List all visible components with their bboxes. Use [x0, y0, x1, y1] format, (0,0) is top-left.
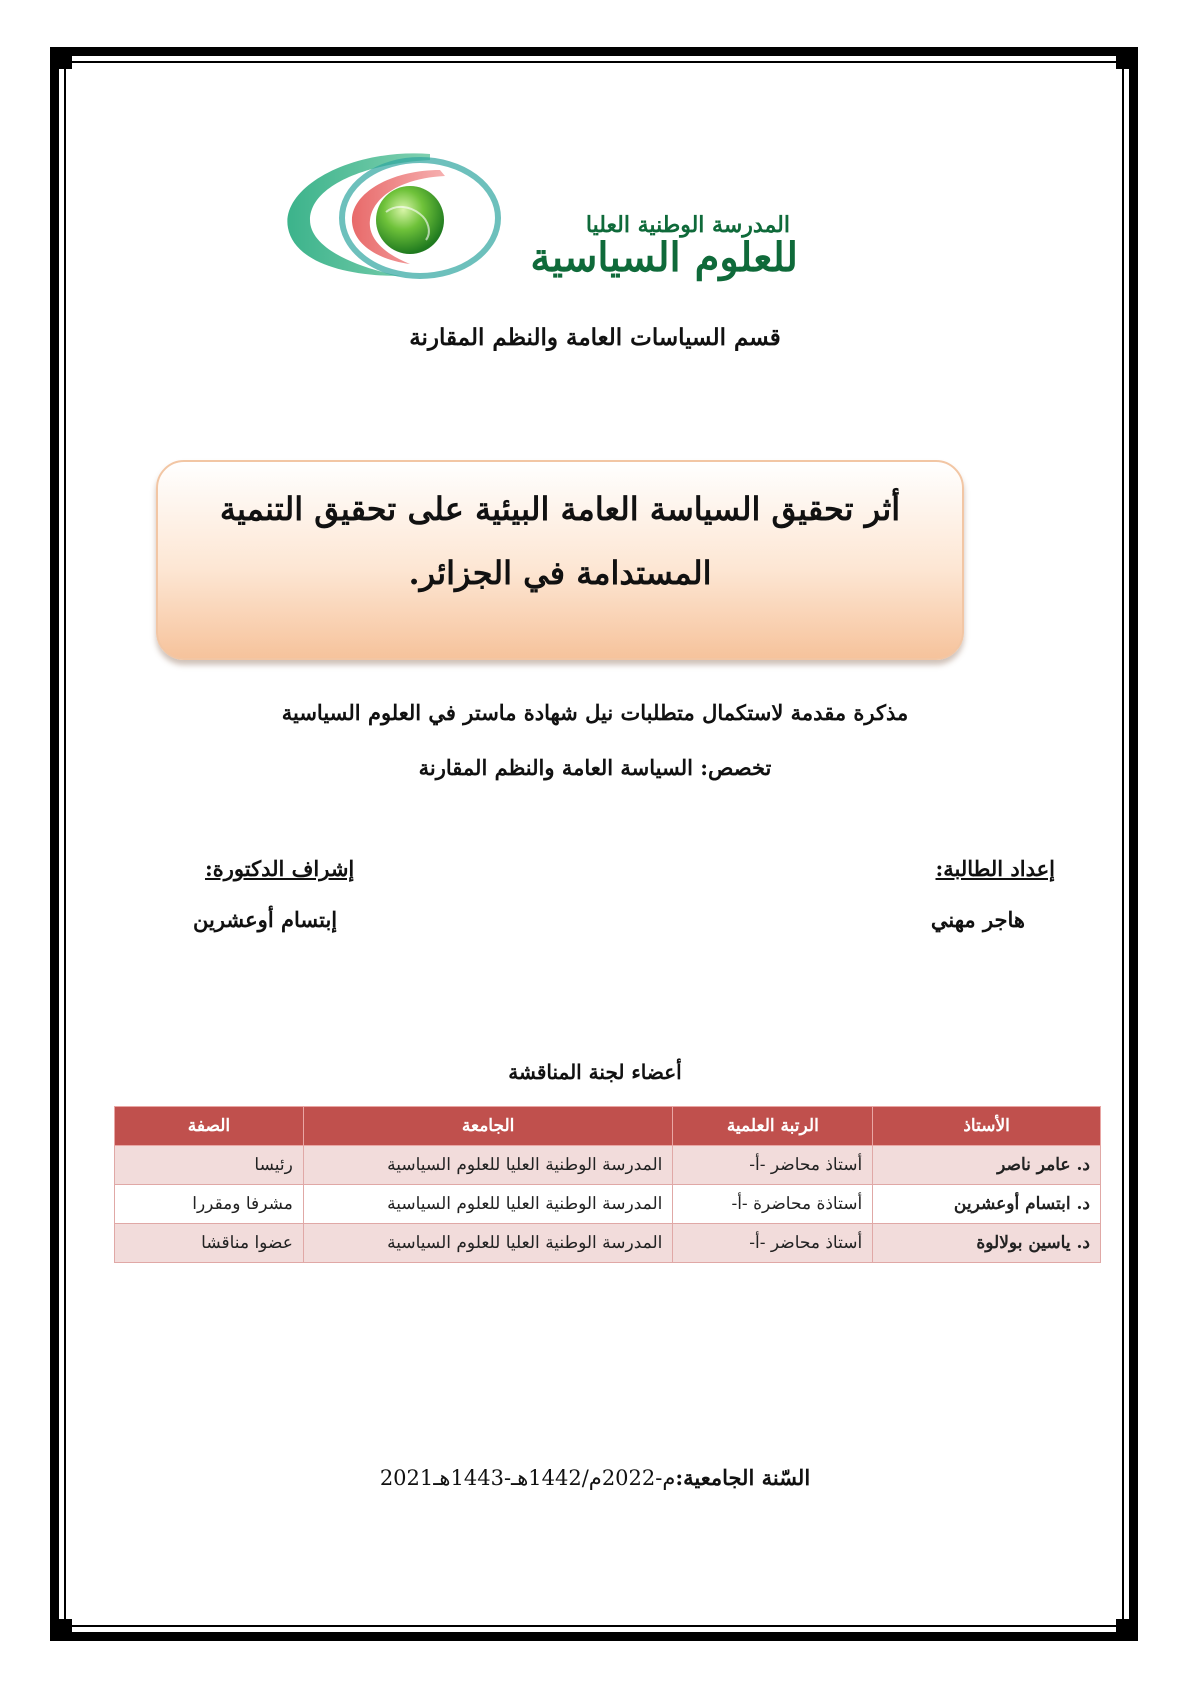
academic-year-value: 2021م-2022م/1442هـ-1443هـ [379, 1466, 676, 1490]
professor-rank: أستاذة محاضرة -أ- [673, 1185, 873, 1224]
thesis-title-box [156, 460, 964, 660]
border-corner [50, 1619, 72, 1641]
academic-year-label: السّنة الجامعية: [675, 1465, 811, 1490]
professor-name: د. عامر ناصر [873, 1146, 1101, 1185]
student-name: هاجر مهني [930, 907, 1025, 932]
header-university: الجامعة [303, 1107, 673, 1146]
professor-role: رئيسا [115, 1146, 304, 1185]
professor-rank: أستاذ محاضر -أ- [673, 1224, 873, 1263]
table-row [115, 1146, 1101, 1185]
logo-text-line1: المدرسة الوطنية العليا [585, 212, 790, 238]
academic-year [0, 1465, 1190, 1490]
logo-text-line2: للعلوم السياسية [530, 234, 798, 281]
header-professor: الأستاذ [873, 1107, 1101, 1146]
thesis-subtitle: مذكرة مقدمة لاستكمال متطلبات نيل شهادة ماستر في العلوم السياسية [281, 700, 909, 725]
border-corner [1116, 1619, 1138, 1641]
professor-rank: أستاذ محاضر -أ- [673, 1146, 873, 1185]
thesis-title-line2: المستدامة في الجزائر. [408, 554, 712, 592]
supervisor-name: إبتسام أوعشرين [193, 907, 338, 932]
school-logo [280, 148, 880, 288]
department-name: قسم السياسات العامة والنظم المقارنة [409, 324, 781, 351]
table-header-row [115, 1107, 1101, 1146]
specialty: تخصص: السياسة العامة والنظم المقارنة [418, 755, 772, 780]
border-corner [1116, 47, 1138, 69]
professor-university: المدرسة الوطنية العليا للعلوم السياسية [303, 1185, 673, 1224]
student-label: إعداد الطالبة: [935, 856, 1055, 881]
table-row [115, 1224, 1101, 1263]
professor-role: عضوا مناقشا [115, 1224, 304, 1263]
professor-university: المدرسة الوطنية العليا للعلوم السياسية [303, 1146, 673, 1185]
border-corner [50, 47, 72, 69]
header-rank: الرتبة العلمية [673, 1107, 873, 1146]
professor-role: مشرفا ومقررا [115, 1185, 304, 1224]
committee-title: أعضاء لجنة المناقشة [508, 1060, 682, 1084]
committee-table [114, 1106, 1101, 1263]
professor-name: د. ياسين بولالوة [873, 1224, 1101, 1263]
professor-name: د. ابتسام أوعشرين [873, 1185, 1101, 1224]
supervisor-label: إشراف الدكتورة: [205, 856, 355, 881]
thesis-title-line1: أثر تحقيق السياسة العامة البيئية على تحقيق التنمية [219, 490, 901, 528]
header-role: الصفة [115, 1107, 304, 1146]
professor-university: المدرسة الوطنية العليا للعلوم السياسية [303, 1224, 673, 1263]
page-border-inner [64, 61, 1124, 1627]
table-row [115, 1185, 1101, 1224]
